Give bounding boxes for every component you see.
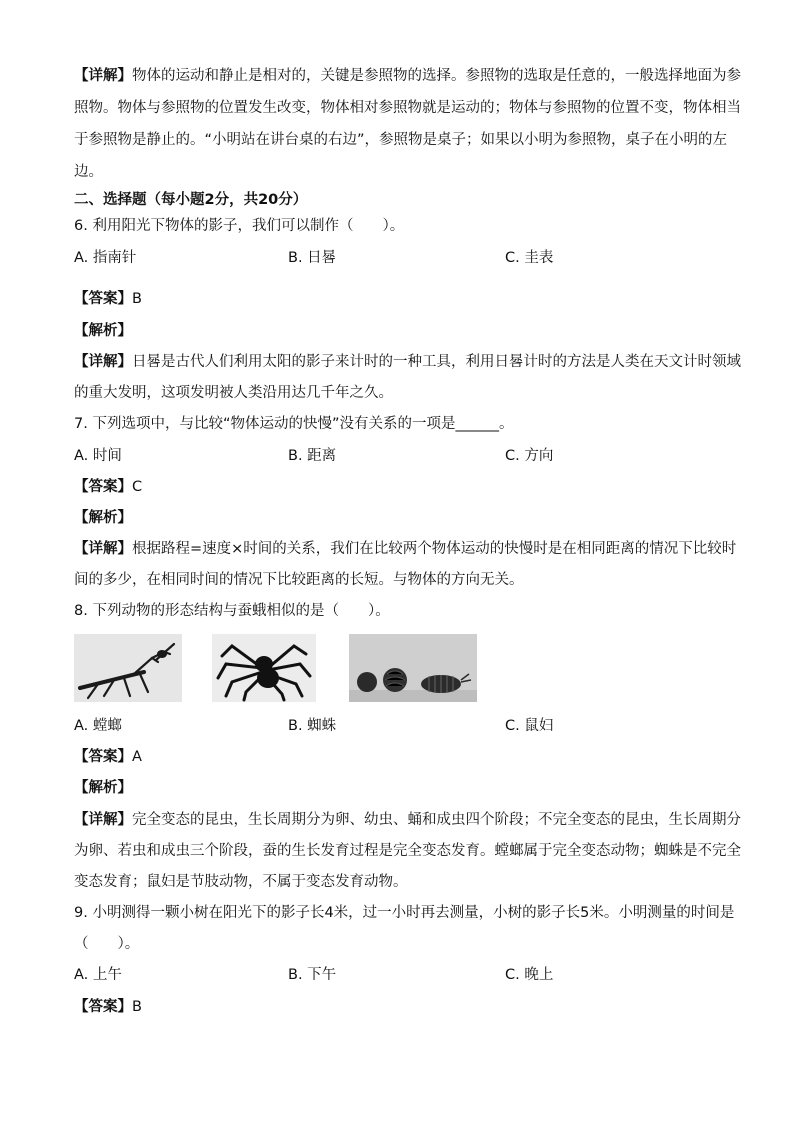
q7-analysis: 【解析】 bbox=[74, 510, 132, 526]
q8-option-b: B. 蜘蛛 bbox=[288, 718, 337, 734]
q9-stem-line-1: 9. 小明测得一颗小树在阳光下的影子长4米，过一小时再去测量，小树的影子长5米。小明测量的时间是 bbox=[74, 905, 735, 921]
q8-analysis: 【解析】 bbox=[74, 780, 132, 796]
q7-answer: 【答案】C bbox=[74, 479, 143, 495]
q8-explain-line-2: 为卵、若虫和成虫三个阶段，蚕的生长发育过程是完全变态发育。螳螂属于完全变态动物；蜘蛛是不完全 bbox=[74, 843, 741, 859]
q6-option-b: B. 日晷 bbox=[288, 250, 337, 266]
q6-analysis: 【解析】 bbox=[74, 323, 132, 339]
q9-option-b: B. 下午 bbox=[288, 967, 337, 983]
section-title: 二、选择题（每小题2分，共20分） bbox=[74, 192, 308, 208]
q9-option-a: A. 上午 bbox=[74, 967, 122, 983]
woodlouse-photo bbox=[349, 634, 477, 702]
q7-option-b: B. 距离 bbox=[288, 448, 337, 464]
q6-answer: 【答案】B bbox=[74, 291, 142, 307]
q9-option-c: C. 晚上 bbox=[505, 967, 554, 983]
q7-stem: 7. 下列选项中，与比较“物体运动的快慢”没有关系的一项是______。 bbox=[74, 416, 514, 432]
q8-option-a: A. 螳螂 bbox=[74, 718, 122, 734]
q7-explain-line-1: 【详解】根据路程=速度×时间的关系，我们在比较两个物体运动的快慢时是在相同距离的情况下比较时 bbox=[74, 541, 737, 557]
q6-explain-line-2: 的重大发明，这项发明被人类沿用达几千年之久。 bbox=[74, 385, 393, 401]
q6-option-a: A. 指南针 bbox=[74, 250, 137, 266]
q5-explain-line-3: 于参照物是静止的。“小明站在讲台桌的右边”，参照物是桌子；如果以小明为参照物，桌子在小明的左 bbox=[74, 132, 728, 148]
spider-photo bbox=[212, 634, 316, 702]
q8-stem: 8. 下列动物的形态结构与蚕蛾相似的是（ ）。 bbox=[74, 603, 390, 619]
q9-answer: 【答案】B bbox=[74, 999, 142, 1015]
q9-stem-line-2: （ ）。 bbox=[74, 936, 140, 952]
q7-explain-line-2: 间的多少，在相同时间的情况下比较距离的长短。与物体的方向无关。 bbox=[74, 572, 524, 588]
q5-explain-line-2: 照物。物体与参照物的位置发生改变，物体相对参照物就是运动的；物体与参照物的位置不变，物体相当 bbox=[74, 100, 741, 116]
q7-option-a: A. 时间 bbox=[74, 448, 122, 464]
q8-explain-line-3: 变态发育；鼠妇是节肢动物，不属于变态发育动物。 bbox=[74, 874, 408, 890]
q6-explain-line-1: 【详解】日晷是古代人们利用太阳的影子来计时的一种工具，利用日晷计时的方法是人类在天文计时领域 bbox=[74, 354, 741, 370]
q5-explain-line-1: 【详解】物体的运动和静止是相对的，关键是参照物的选择。参照物的选取是任意的，一般选择地面为参 bbox=[74, 68, 741, 84]
q7-option-c: C. 方向 bbox=[505, 448, 554, 464]
q6-option-c: C. 圭表 bbox=[505, 250, 554, 266]
mantis-photo bbox=[74, 634, 182, 702]
q8-answer: 【答案】A bbox=[74, 749, 142, 765]
q8-explain-line-1: 【详解】完全变态的昆虫，生长周期分为卵、幼虫、蛹和成虫四个阶段；不完全变态的昆虫，生长周期分 bbox=[74, 812, 741, 828]
q5-explain-line-4: 边。 bbox=[74, 164, 103, 180]
q8-option-c: C. 鼠妇 bbox=[505, 718, 554, 734]
q6-stem: 6. 利用阳光下物体的影子，我们可以制作（ ）。 bbox=[74, 218, 405, 234]
